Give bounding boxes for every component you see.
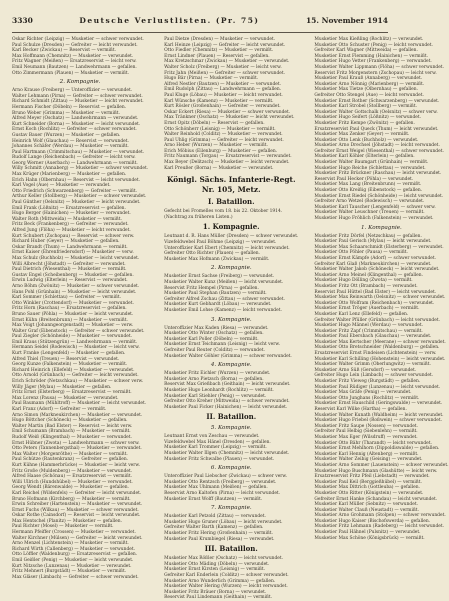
list-entry: Hugo Bär (Pirna) — Musketier — vermißt. [164,76,259,82]
list-entry: Rudolf Lange (Reichenbach) — Gefreiter — leicht verw. [12,155,136,161]
list-entry: Musketier Arno Wunderlich (Grimma) — gefallen. [164,578,276,584]
list-entry: Gefreiter Otto Stengel (Aue) — leicht verwundet. [314,92,424,98]
list-entry: Fritz Beck (Frankenberg) — Gefreiter — verwundet. [12,222,129,228]
list-entry: Musketier Fritz Dörfel (Netzschkau) — gefallen. [314,233,422,239]
list-entry: Walter Roth (Mittweida) — Musketier — vermißt. [12,216,122,222]
list-entry: Unteroffizier Paul Liebscher (Zwickau) — schwer verw. [164,474,288,480]
text-columns [12,37,449,601]
list-entry: Emil Geißler (Penig) — Musketier — leicht verwundet. [12,558,134,564]
list-entry: Gefreiter Walter Barth (Kamenz) — gefallen. [164,525,264,531]
list-entry: Fritz Wagner (Meißen) — Ersatzreservist — leicht verw. [12,59,137,65]
list-entry: Ernst Hübner (Zwota) — Landwehrmann — schwer verw. [12,440,140,446]
list-entry: Max Gläser (Limbach) — Gefreiter — schwer verwundet. [12,574,139,580]
list-entry: Musketier Hugo Friebel (Roßwein) — schwer verwundet. [314,418,442,424]
list-entry: Max Schulz (Buchholz) — Musketier — leicht verwundet. [12,255,140,261]
list-entry: Musketier Walter Lippmann (Flöha) — schwer verwundet. [314,64,444,70]
list-entry: Musketier Otto Ritter (Königstein) — verwundet. [314,490,424,496]
list-entry: Karl Reichel (Wildenfels) — Gefreiter — leicht verwundet. [12,490,142,496]
list-entry: Otto Fiedler (Chemnitz) — Musketier — vermißt. [164,48,274,54]
list-entry: Musketier Paul Krumbiegel (Riesa) — verwundet. [164,536,275,542]
list-entry: Bruno Hofmann (Kirchberg) — Musketier — vermißt. [12,496,131,502]
list-entry: Reservist Paul Hüttel (Bad Elster) — leicht verwundet. [314,289,437,295]
list-entry: Musketier Max Hofmann (Zwickau) — vermißt. [164,256,270,262]
list-entry: Musketier Walter Kunz (Meißen) — leicht verwundet. [164,280,284,285]
list-entry: Musketier Karl Lenz (Ellefeld) — gefallen. [314,311,409,317]
list-entry: Musketier Ernst Wolff (Bautzen) — vermißt. [164,496,263,502]
list-entry: Ersatzreservist Paul Queck (Thum) — leicht verwundet. [314,126,439,132]
list-entry: Gustav Engel (Scheibenberg) — Musketier — gefallen. [12,272,134,278]
list-entry: Otto Löffler (Waldenburg) — Ersatzreservist — gefallen. [12,552,138,558]
list-entry: Ernst Koch (Rochlitz) — Gefreiter — schwer verwundet. [12,127,137,133]
list-entry: Musketier Paul Gerisch (Mylau) — leicht verwundet. [314,239,432,245]
list-entry: Musketier Karl Poller (Döbeln) — vermißt. [164,336,259,342]
list-entry: Max Walter (Morgenröthe) — Musketier — vermißt. [12,451,128,457]
list-entry: Willi Albrecht (Jöhstadt) — Gefreiter — verwundet. [12,261,126,267]
list-entry: Max Voigt (Johanngeorgenstadt) — Musketier — verw. [12,323,134,329]
list-entry: Musketier Walter Leuschner (Treuen) — vermißt. [314,210,425,216]
list-entry: Walter Reinhold (Colditz) — Musketier — verwundet. [164,132,283,138]
list-entry: Musketier Fritz Zapf (Crimmitschau) — vermißt. [314,328,423,334]
list-entry: Karl Wünsche (Kamenz) — Musketier — vermißt. [164,98,274,104]
list-entry: Musketier Ernst Kämpfe (Adorf) — schwer verwundet. [314,255,437,261]
list-entry: Willy Jäger (Mylau) — Musketier — gefallen. [12,384,112,390]
list-entry: Paul Dietze (Dresden) — Musketier — verwundet. [164,37,276,42]
list-entry: Musketier Otto Mäding (Döbeln) — verwundet. [164,561,270,567]
list-entry: Musketier Otto Kreißig (Eibenstock) — gefallen. [314,188,423,194]
list-entry: Musketier Max Reinwarth (Oelsnitz) — schwer verwundet. [314,295,446,301]
list-entry: Musketier Max Kertscher (Meerane) — schwer verwundet. [314,339,446,345]
list-entry: Vizefeldwebel Paul Böhme (Leipzig) — verwundet. [164,240,277,246]
list-entry: Musketier Otto Bretschneider (Waldenburg) — gefallen. [314,345,440,351]
list-entry: Gefreiter Karl Wagner (Mittweida) — gefallen. [314,48,418,54]
list-entry: Unteroffizier Karl Ebert (Chemnitz) — leicht verwundet. [164,245,290,251]
company-heading: 7. Kompagnie. [210,505,252,512]
list-entry: Ernst Lindner (Plauen) — Reservist — gefallen. [164,53,270,59]
list-entry: Richard Heinrich (Ellefeld) — Musketier — verwundet. [12,367,135,373]
list-entry: Hermann Pfeiffer (Crossen) — Musketier — verwundet. [12,530,136,536]
list-entry: Max Tränkner (Oschatz) — Musketier — leicht verwundet. [164,115,295,121]
list-entry: Reservist Fritz Morgenstern (Zschopau) — leicht verw. [314,70,437,76]
list-entry: Musketier Max Kießling (Rochlitz) — verwundet. [314,37,424,42]
list-entry: Oskar Richter (Leipzig) — Musketier — schwer verwundet. [12,37,144,42]
list-entry: Musketier Max Dittrich (Gottleuba) — gefallen. [314,485,420,491]
list-entry: Erich Schröder (Netzschkau) — Musketier — schwer verw. [12,379,144,385]
list-entry: Musketier Otto Bähr (Tharandt) — leicht verwundet. [314,440,432,446]
list-entry: Musketier Max Uhlmann (Meißen) — gefallen. [164,485,268,491]
list-entry: Musketier Ernst Teichmann (Leisnig) — leicht verw. [164,342,280,348]
list-entry: Musketier Ernst Sachse (Freiberg) — verwundet. [164,274,275,280]
list-entry: Otto Winkler (Crottendorf) — Musketier — verwundet. [12,300,134,306]
regiment-heading: Königl. Sächs. Infanterie-Regt. Nr. 105, Metz. [166,175,296,195]
list-entry: Musketier Emil Lohse (Kamenz) — leicht verwundet. [164,307,282,313]
list-entry: Kurt Kühne (Hammerbrücke) — Musketier — leicht verw. [12,462,141,468]
column-right [314,37,448,582]
issue-date: 15. November 1914 [305,16,388,25]
list-entry: Emil Schumann (Brambach) — Musketier — vermißt. [12,429,131,435]
list-entry: Musketier Ernst Rother (Schwarzenberg) — verwundet. [314,98,440,104]
list-entry: Hugo Berger (Hainichen) — Musketier — verwundet. [12,211,131,217]
list-entry: Musketier Fritz Lehmann (Radeberg) — leicht verwundet. [314,524,445,530]
section-heading: I. Bataillon. [207,197,255,207]
list-entry: Paul Schulze (Dresden) — Gefreiter — leicht verwundet. [12,42,138,48]
list-entry: Reservist Arno Kaltofen (Pirna) — leicht verwundet. [164,491,281,497]
list-entry: Reservist Fritz Hempel (Pirna) — gefallen. [164,285,259,291]
list-entry: Musketier Karl Hennig (Altenberg) — vermißt. [314,451,419,457]
list-entry: Leutnant Ernst von Zeschau — verwundet. [164,434,260,440]
list-entry: Musketier Walter Hering (Wurzen) — leicht verwundet. [164,584,288,590]
list-entry: Emil Kraus (Stützengrün) — Landwehrmann — vermißt. [12,339,138,345]
list-entry: Fritz Naumann (Torgau) — Ersatzreservist — verwundet. [164,154,292,160]
list-entry: Musketier Fritz Kempe (Zwönitz) — gefallen. [314,120,415,126]
list-entry: Gefreiter Alfred Zschau (Zittau) — schwer verwundet. [164,296,285,302]
list-entry: Musketier Paul Keil (Berggießhübel) — vermißt. [314,479,422,485]
list-entry: Musketier Hugo Gruner (Löbau) — leicht verwundet. [164,519,283,525]
list-entry: Karl Becker (Zwickau) — Reservist — vermißt. [12,48,116,54]
list-entry: Musketier Fritz Vieweg (Burgstädt) — gefallen. [314,379,421,385]
list-entry: Gefreiter Ernst Weigel (Wiesenthal) — schwer verwundet. [314,148,444,154]
list-entry: Musketier Max Gräfe (Penig) — verwundet. [314,390,412,396]
list-entry: Musketier Karl Köhler (Elterlein) — gefallen. [314,154,415,160]
list-entry: Walter Lehmann (Pirna) — Gefreiter — schwer verwundet. [12,93,143,99]
list-entry: Gefreiter Arno Wetzel (Rodewisch) — verwundet. [314,199,425,205]
list-entry: Musketier Walter Baumgart (Grünhain) — vermißt. [314,160,429,166]
list-entry: Alfred Nestler (Bautzen) — Musketier — verwundet. [164,81,282,87]
list-entry: Paul Baumann (Mühltroff) — Musketier — leicht verwundet. [12,401,147,407]
list-entry: Arno Krause (Freiberg) — Unteroffizier — verwundet. [12,88,133,94]
list-entry: Musketier Otto Winter (Oschatz) — gefallen. [164,331,264,337]
list-entry: Gefecht bei Fromelles vom 18. bis 22. Oktober 1914. [164,209,283,215]
company-heading: 5. Kompagnie. [210,425,252,432]
list-entry: Musketier Hugo Seifert (Lößnitz) — verwundet. [314,115,422,121]
list-entry: Musketier Walter Illgen (Chemnitz) — leicht verwundet. [164,451,290,457]
list-entry: Musketier Paul Ebersbach (Glauchau) — verwundet. [314,334,432,340]
list-entry: (Nachtrag zu früheren Listen.) [164,214,233,220]
list-entry: Reservist Paul Lindemann (Geithain) — vermißt. [164,595,273,601]
list-entry: Otto Friedrich (Schwarzenberg) — Gefreiter — vermißt. [12,188,138,194]
list-entry: Musketier Otto Junghans (Rochlitz) — vermißt. [314,395,420,401]
list-entry: Musketier Ernst Hauschild (Geringswalde) — verwundet. [314,401,443,407]
list-entry: Erich Hahn (Olbernhau) — Reservist — leicht verwundet. [12,177,141,183]
list-entry: Walter Kirchner (Mülsen) — Gefreiter — leicht verwundet. [12,535,143,541]
list-entry: Musketier Max Tietze (Olbernhau) — gefallen. [314,87,418,93]
list-entry: Karl Vogel (Aue) — Musketier — verwundet. [12,183,111,189]
list-entry: Max Hoffmann (Chemnitz) — Musketier — verwundet. [12,53,134,59]
list-entry: Musketier Karl Schilling (Hohenstein) — leicht verwundet. [314,356,446,362]
company-heading: 1. Kompagnie. [361,224,402,231]
list-entry: Otto Schönherr (Leisnig) — Musketier — vermißt. [164,126,276,132]
company-heading: 4. Kompagnie. [210,362,252,369]
list-entry: Arthur Keller (Stollberg) — Musketier — schwer verwundet. [12,194,147,200]
list-entry: Rudolf Weiß (Klingenthal) — Musketier — verwundet. [12,434,132,440]
list-entry: Willy Schmitt (Annaberg) — Musketier — schwer verwundet. [12,166,149,172]
list-entry: Gefreiter Karl Glaß (Markneukirchen) — verwundet. [314,261,432,267]
list-entry: Gefreiter Paul Helbig (Siebenlehn) — vermißt. [314,429,418,435]
list-entry: Karl Franz (Adorf) — Gefreiter — vermißt. [12,407,107,412]
list-entry: Musketier Fritz Eichler (Wurzen) — verwundet. [164,371,271,377]
list-entry: Reservist Max Grießbach (Geithain) — leicht verwundet. [164,382,291,388]
list-entry: Musketier Paul Hähnel (Pulsnitz) — verwundet. [314,530,421,536]
list-entry: Fritz Jahn (Meißen) — Gefreiter — schwer verwundet. [164,70,286,76]
list-entry: Otto Zimmermann (Plauen) — Musketier — vermißt. [12,70,130,76]
list-entry: Kurt Nitzsche (Lunzenau) — Musketier — verwundet. [12,563,132,569]
section-heading: III. Bataillon. [204,544,258,554]
list-entry: Paul Richter (Mosel) — Musketier — vermißt. [12,524,114,530]
list-entry: Erwin Schreiber (Hartenstein) — Musketier — verwundet. [12,502,143,508]
list-entry: Musketier Walter Kunath (Waldheim) — leicht verwundet. [314,412,444,418]
section-heading: 1. Kompagnie. [202,222,260,232]
list-entry: Georg Kunze (Falkenstein) — Musketier — vermißt. [12,362,128,368]
list-entry: Max Krüger (Marienberg) — Musketier — gefallen. [12,172,127,178]
list-entry: Musketier Arno Sommer (Lauenstein) — schwer verwundet. [314,462,449,468]
list-entry: Karl Preußer (Borna) — Musketier — verwundet. [164,165,274,171]
list-entry: Richard Wirth (Callenberg) — Musketier — verwundet. [12,546,136,552]
company-heading: 2. Kompagnie. [59,79,101,86]
list-entry: Kurt Franke (Lengenfeld) — Musketier — gefallen. [12,351,126,357]
list-entry: Johannes Schäfer (Werdau) — Musketier — vermißt. [12,144,129,150]
list-entry: Musketier Karl Stiehler (Penig) — verwundet. [164,393,267,399]
list-entry: Musketier Fritz Hering (Großenhain) — vermißt. [164,531,273,536]
list-entry: Walter Graf (Eibenstock) — Gefreiter — schwer verwundet. [12,328,145,334]
list-entry: Musketier Otto Pöhler (Pausa) — vermißt. [314,250,408,256]
list-entry: Erich Möbius (Eilenburg) — Musketier — gefallen. [164,148,278,154]
paper-title: Deutsche Verlustlisten. (Pr. 75) [79,16,260,25]
column-middle [164,37,299,601]
list-entry: Fritz Horn (Raschau) — Ersatzreservist — gefallen. [12,306,127,312]
list-entry: Bruno Weber (Grimma) — Musketier — vermißt. [12,110,120,116]
list-entry: Musketier Otto Rentzsch (Freiberg) — verwundet. [164,479,277,485]
list-entry: Musketier Max Schöne (Königsbrück) — vermißt. [314,535,425,541]
list-entry: Paul Kluge (Löbau) — Musketier — leicht verwundet. [164,92,283,98]
list-entry: Oskar Eckert (Riesa) — Musketier — schwer verwundet. [164,109,291,115]
list-entry: Willi Ullrich (Hundshübel) — Musketier — verwundet. [12,479,133,485]
list-entry: Musketier Hugo Kaiser (Bischofswerda) — gefallen. [314,518,431,524]
list-entry: Alfred Haase (Schönau) — Ersatzreservist — vermißt. [12,474,133,480]
list-entry: Musketier Hugo Leonhardt (Rochlitz) — vermißt. [164,387,274,393]
list-entry: Musketier Arno Grohmann (Stolpen) — schwer verwundet. [314,513,446,519]
list-entry: Musketier Ernst Tröger (Auerbach) — vermißt. [314,306,420,312]
list-entry: Musketier Fritz Schwalbe (Plauen) — verwundet. [164,456,275,462]
list-entry: Gefreiter Ernst Hanke (Schandau) — leicht verwundet. [314,496,438,502]
list-entry: Musketier Paul Stephan (Bautzen) — vermißt. [164,291,267,297]
list-entry: Arno Böhm (Zwönitz) — Musketier — schwer verwundet. [12,283,140,289]
list-entry: Emil Neumann (Bautzen) — Landwehrmann — gefallen. [12,64,137,70]
list-entry: Alfred Thiel (Treuen) — Reservist — verwundet. [12,356,120,362]
list-entry: Musketier Otto Lenk (Buchholz) — verwundet. [314,137,419,143]
list-entry: Max Beyer (Delitzsch) — Musketier — leicht verwundet. [164,160,290,166]
list-entry: Unteroffizier Max Kaden (Riesa) — verwundet. [164,325,269,331]
list-entry: Richard Huber (Geyer) — Musketier — gefallen. [12,239,120,245]
list-entry: Alfred Meyer (Oschatz) — Landwehrmann — verwundet. [12,116,139,122]
list-entry: Gustav Bauer (Wurzen) — Musketier — gefallen. [12,132,121,138]
list-entry: Kurt Schubert (Zschopau) — Reservist — schwer verw. [12,233,135,239]
list-entry: Musketier Hugo Reiche (Schlettau) — verwundet. [314,165,426,171]
page-number: 3330 [12,16,33,25]
list-entry: Otto Peters (Tannenbergsthal) — Musketier — verwundet. [12,446,142,452]
list-entry: Musketier Max Rößler (Oschatz) — leicht verwundet. [164,556,284,562]
list-entry: Hermann Seidel (Rodewisch) — Musketier — leicht verw. [12,345,140,351]
list-entry: Paul Günther (Oelsnitz) — Musketier — leicht verwundet. [12,200,141,206]
list-entry: Gefreiter Paul Reuter (Colditz) — verwundet. [164,347,265,353]
list-entry: Musketier Karl Petzold (Zittau) — verwundet. [164,514,266,520]
list-entry: Hermann Fischer (Döbeln) — Reservist — gefallen. [12,104,127,110]
list-entry: Walter Scholz (Freiberg) — Musketier — leicht verw. [164,64,282,70]
list-entry: Erwin Ludwig (Elterlein) — Reservist — verwundet. [12,278,128,284]
list-entry: Arno Heber (Wurzen) — Musketier — vermißt. [164,143,268,149]
list-entry: Musketier Fritz Brückner (Raschau) — leicht verwundet. [314,171,442,177]
list-entry: Ersatzreservist Ernst Findeisen (Lichtenstein) — verw. [314,351,437,357]
list-entry: Kurt Rösler (Großenhain) — Gefreiter — verwundet. [164,104,281,110]
list-entry: Leutnant d. R. Hans Müller (Dresden) — schwer verwundet. [164,234,299,240]
list-entry: Kurt Schneider (Borna) — Musketier — leicht verwundet. [12,121,141,127]
list-entry: Musketier Arno Meinel (Klingenthal) — gefallen. [314,272,424,278]
list-entry: Musketier Max Schaarschmidt (Elsterberg) — verwundet. [314,244,444,250]
list-entry: Ernst Kaiser (Ehrenfriedersdorf) — Musketier — verw. [12,250,134,256]
list-entry: Musketier Fritz Ott (Brambach) — verwundet. [314,283,418,289]
list-entry: Musketier Ernst Kirsten (Leisnig) — vermißt. [164,567,266,573]
list-entry: Emil Frank (Lößnitz) — Ersatzreservist — gefallen. [12,205,126,211]
list-entry: Musketier Walter Clauß (Neustadt) — vermißt. [314,507,419,513]
list-entry: Musketier Walter Grimm (Oberlungwitz) — vermißt. [314,362,431,368]
list-entry: Oskar Rothe (Cainsdorf) — Reservist — leicht verwundet. [12,513,141,519]
list-entry: Musketier Ernst Flemming (Hainichen) — vermißt. [314,53,429,59]
list-entry: Paul Schütze (Rautenkranz) — Gefreiter — gefallen. [12,457,129,463]
list-entry: Richard Schmidt (Zittau) — Musketier — leicht verwundet. [12,99,144,105]
list-entry: Musketier Arno Süß (Gersdorf) — verwundet. [314,367,417,373]
column-left [12,37,148,582]
list-entry: Musketier Max Zenker (Geyer) — vermißt. [314,132,410,138]
list-entry: Musketier Otto Schuster (Penig) — leicht verwundet. [314,42,433,48]
list-entry: Hans Pohl (Grünhain) — Musketier — leicht verwundet. [12,289,137,295]
list-entry: Musketier Walter Zeibig (Geising) — verwundet. [314,457,423,463]
list-entry: Karl Sommer (Schlettau) — Gefreiter — vermißt. [12,295,122,301]
list-entry: Paul Hartmann (Crimmitschau) — Musketier — verwundet. [12,149,145,155]
list-entry: Musketier Karl Strobel (Stollberg) — vermißt. [314,104,417,110]
list-entry: Max Lorenz (Pausa) — Musketier — verwundet. [12,395,119,401]
list-entry: Georg Wendt (Bärenwalde) — Musketier — gefallen. [12,485,129,491]
list-entry: Musketier Kurt Gebhardt (Löbau) — verwundet. [164,302,272,308]
list-entry: Musketier Hugo Dölling (Zwota) — vermißt. [314,278,413,284]
list-entry: Musketier Karl Trommer (Leipzig) — vermißt. [164,445,267,451]
list-entry: Gefreiter Karl Enderlein (Colditz) — schwer verwundet. [164,572,289,578]
list-entry: Musketier Ernst Mehlhorn (Dippoldiswalde) — gefallen. [314,446,440,452]
list-entry: Musketier Walter Göhler (Grimma) — schwer verwundet. [164,353,292,359]
list-entry: Gefreiter Otto Richter (Plauen) — gefallen. [164,251,260,257]
list-entry: Musketier Max Lang (Breitenbrunn) — vermißt. [314,182,422,188]
list-entry: Walter Martin (Bad Elster) — Reservist — leicht verw. [12,423,133,429]
section-heading: II. Bataillon. [206,412,257,422]
list-entry: Oskar Brandt (Thum) — Landwehrmann — vermißt. [12,244,128,250]
list-entry: Musketier Fritz Saupe (Nossen) — verwundet. [314,423,418,429]
list-entry: Musketier Otto Wolfram (Reichenbach) — verwundet. [314,300,435,306]
list-entry: Ernst Opitz (Döbeln) — Reservist — gefallen. [164,120,265,126]
header-rule [12,32,388,33]
list-entry: Musketier Max Eger (Wilsdruff) — verwundet. [314,434,418,440]
list-entry: Musketier Paul Ficker (Hainichen) — leicht verwundet. [164,404,288,410]
list-entry: Musketier Walter Jakob (Schöneck) — leicht verwundet. [314,267,440,273]
list-entry: Paul Uhlig (Grimma) — Gefreiter — leicht verwundet. [164,137,284,143]
company-heading: 3. Kompagnie. [210,316,252,323]
list-entry: Hugo Böttcher (Schöneck) — Musketier — gefallen. [12,418,128,424]
list-entry: Heinrich Wolf (Glauchau) — Reservist — verwundet. [12,138,129,144]
page-header [12,16,388,30]
list-entry: Musketier Karl Müller (Sebnitz) — verwundet. [314,502,419,508]
list-entry: Fritz Ernst (Elsterberg) — Ersatzreservist — vermißt. [12,390,132,396]
list-entry: Otto Arnold (Grünbach) — Gefreiter — leicht verwundet. [12,373,139,379]
list-entry: Paul Dietrich (Wiesenthal) — Musketier — vermißt. [12,267,127,273]
list-entry: Gefreiter Otto Kreher (Mittweida) — schwer verwundet. [164,399,290,405]
list-entry: Musketier Paul Krauß (Annaberg) — verwundet. [314,76,423,82]
list-entry: Karl Heinze (Leipzig) — Gefreiter — leicht verwundet. [164,42,286,48]
list-entry: Musketier Hugo Vetter (Frankenberg) — verwundet. [314,59,432,65]
list-entry: Bruno Sauer (Pöhla) — Musketier — leicht verwundet. [12,311,134,317]
list-entry: Musketier Walter Gottschalk (Oelsnitz) — schwer verw. [314,109,438,115]
list-entry: Arno Simon (Markneukirchen) — Musketier — verwundet. [12,412,143,418]
list-entry: Ersatzreservist Fritz Pfeil (Liebstadt) — verwundet. [314,474,430,480]
list-entry: Vizefeldwebel Max Hänel (Dresden) — gefallen. [164,439,271,445]
list-entry: Emil Rudolph (Zittau) — Landwehrmann — gefallen. [164,87,282,93]
list-entry: Max Hentschel (Planitz) — Musketier — gefallen. [12,518,123,524]
list-entry: Reservist Karl Wilke (Hartha) — gefallen. [314,407,407,412]
list-entry: Musketier Fritz Bräuer (Borna) — verwundet. [164,589,267,595]
list-entry: Musketier Arno Drechsel (Jöhstadt) — leicht verwundet. [314,143,440,149]
list-entry: Georg Werner (Auerbach) — Landwehrmann — vermißt. [12,160,138,166]
list-entry: Gefreiter Hugo Lein (Limbach) — schwer verwundet. [314,373,434,379]
list-entry: Musketier Hugo Buschmann (Glashütte) — leicht verw. [314,468,438,474]
list-entry: Gefreiter Walter Pfüller (Grünbach) — leicht verwundet. [314,317,440,323]
list-entry: Musketier Arno Pietzsch (Borna) — gefallen. [164,376,264,382]
company-heading: 6. Kompagnie. [210,465,252,472]
list-entry: Musketier Hugo Männel (Werdau) — verwundet. [314,323,424,329]
company-heading: 2. Kompagnie. [210,265,252,272]
list-entry: Musketier Paul Rüdiger (Lunzenau) — leicht verwundet. [314,384,441,390]
list-entry: Max Kretzschmar (Zwickau) — Musketier — verwundet. [164,59,290,65]
list-entry: Reservist Paul Hecker (Pöhla) — verwundet. [314,176,414,182]
list-entry: Alfred Jung (Flöha) — Musketier — leicht verwundet. [12,228,131,233]
list-entry: Musketier Hugo Fröhlich (Falkenstein) — verwundet. [314,216,434,221]
list-entry: Fritz Große (Muldenberg) — Musketier — verwundet. [12,468,133,474]
list-entry: Fritz Mehnert (Burgstädt) — Musketier — vermißt. [12,569,127,575]
list-entry: Musketier Karl Tauscher (Lengenfeld) — schwer verw. [314,204,436,210]
list-entry: Musketier Arno Nönnig (Marienberg) — vermißt. [314,81,425,87]
list-entry: Ernst Kühn (Breitenbrunn) — Musketier — vermißt. [12,317,128,323]
list-entry: Ernst Fuchs (Wilkau) — Musketier — schwer verwundet. [12,507,139,513]
list-entry: Musketier Ernst Riedel (Schönheide) — leicht verwundet. [314,193,444,199]
list-entry: Paul Ziegler (Schönheide) — Musketier — verwundet. [12,334,133,340]
list-entry: Arno Menzel (Lichtenstein) — Musketier — vermißt. [12,541,129,547]
